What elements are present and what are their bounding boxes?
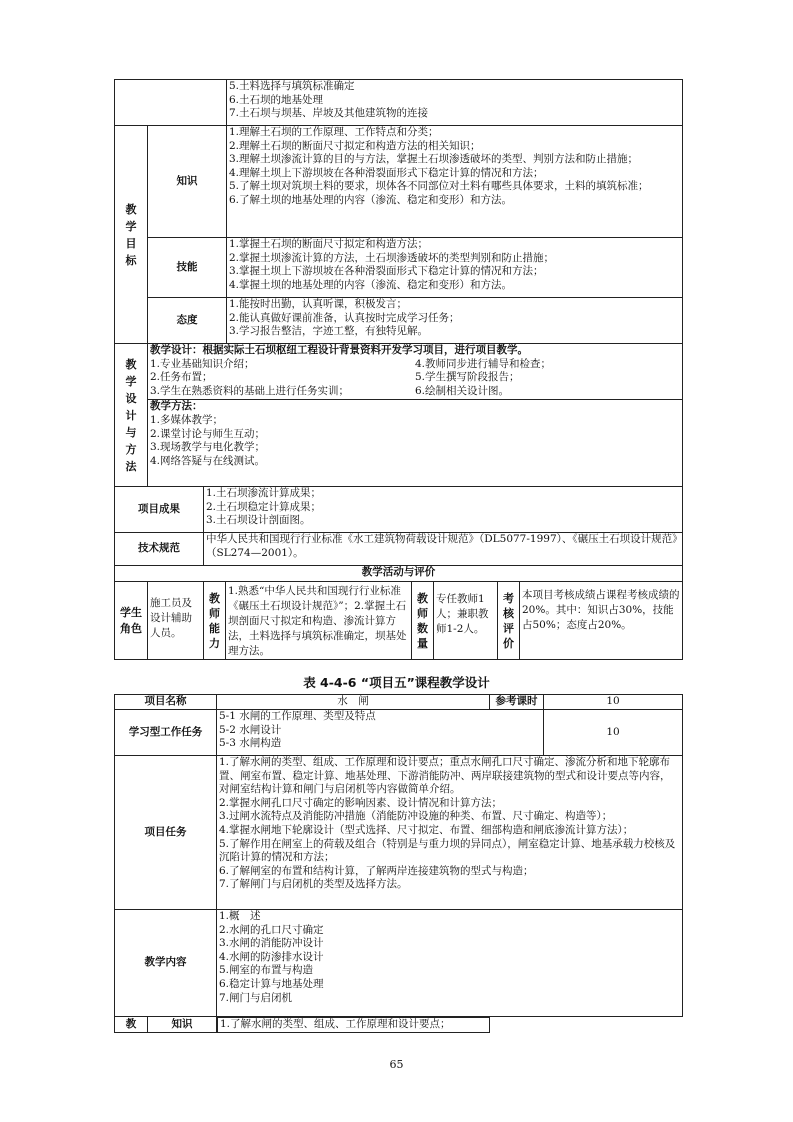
list-item: 4.网络答疑与在线测试。 (150, 454, 266, 467)
list-item: 1.概 述 (219, 910, 261, 922)
design-steps (150, 385, 680, 399)
student-role-label: 学生 角色 (115, 582, 148, 660)
list-item: 3.理解土坝渗流计算的目的与方法，掌握土石坝渗透破坏的类型、判别方法和防止措施； (229, 153, 639, 166)
results-list (204, 487, 683, 533)
list-item: 5.土料选择与填筑标准确定 (229, 80, 355, 92)
task-label: 学习型工作任务 (115, 710, 217, 756)
list-item: 7.闸门与启闭机 (219, 991, 293, 1004)
results-label: 项目成果 (115, 487, 204, 533)
list-item: 4.水闸的防渗排水设计 (219, 950, 324, 963)
list-item: 2.水闸的孔口尺寸确定 (219, 923, 324, 936)
content-list-continued (227, 80, 683, 126)
list-item: 6.稳定计算与地基处理 (219, 977, 324, 990)
design-method-content (148, 344, 683, 487)
list-item: 2.土石坝稳定计算成果； (206, 500, 322, 513)
project-four-table (114, 79, 683, 487)
list-item: 3.现场教学与电化教学； (150, 441, 266, 454)
blank-cell (115, 80, 227, 126)
teacher-count: 专任教师1人；兼职教师1-2人。 (434, 582, 498, 660)
teaching-goals-label: 教 学 目 标 (115, 126, 148, 344)
list-item: 3.掌握土坝上下游坝坡在各种滑裂面形式下稳定计算的情况和方法； (229, 265, 544, 278)
skill-list (227, 238, 683, 298)
list-item: 4.理解土坝上下游坝坡在各种滑裂面形式下稳定计算的情况和方法； (229, 166, 544, 179)
method-block (148, 399, 682, 468)
content-label: 教学内容 (115, 910, 217, 1017)
project-task-label: 项目任务 (115, 756, 217, 910)
teacher-ability-label: 教 师 能 力 (204, 582, 226, 660)
list-item: 7.土石坝与坝基、岸坡及其他建筑物的连接 (229, 107, 429, 120)
list-item: 4.掌握土坝的地基处理的内容（渗流、稳定和变形）和方法。 (229, 278, 513, 291)
list-item: 2.掌握水闸孔口尺寸确定的影响因素、设计情况和计算方法； (219, 796, 503, 809)
design-title: 教学设计：根据实际土石坝枢纽工程设计背景资料开发学习项目，进行项目教学。 (150, 344, 528, 356)
list-item: 5.闸室的布置与构造 (219, 964, 314, 977)
attitude-list (227, 298, 683, 344)
content-list (217, 910, 683, 1017)
knowledge-label: 知识 (148, 126, 227, 238)
list-item: 3.学生在熟悉资料的基础上进行任务实训； (150, 384, 350, 397)
list-item: 3.水闸的消能防冲设计 (219, 937, 324, 950)
list-item: 3.过闸水流特点及消能防冲措施（消能防冲设施的种类、布置、尺寸确定、构造等）； (219, 810, 613, 823)
list-item: 3.学习报告整洁，字迹工整，有独特见解。 (229, 325, 429, 338)
design-steps (150, 358, 680, 372)
list-item: 1.理解土石坝的工作原理、工作特点和分类； (229, 126, 439, 138)
list-item: 6.绘制相关设计图。 (415, 384, 510, 397)
skill-label: 技能 (148, 238, 227, 298)
design-steps (150, 371, 680, 385)
list-item: 5-3 水闸构造 (219, 737, 282, 750)
list-item: 5-1 水闸的工作原理、类型及特点 (219, 710, 376, 722)
list-item: 6.了解闸室的布置和结构计算，了解两岸连接建筑物的型式与构造； (219, 864, 534, 877)
task-list (217, 710, 544, 756)
ref-hours: 10 (544, 695, 683, 710)
list-item: 5.学生撰写阶段报告； (415, 371, 520, 384)
standard-label: 技术规范 (115, 533, 204, 566)
list-item: 5.了解土坝对筑坝土料的要求，坝体各不同部位对土料有哪些具体要求，土料的填筑标准； (229, 180, 649, 193)
teaching-label-partial: 教 (115, 1017, 148, 1033)
list-item: 6.了解土坝的地基处理的内容（渗流、稳定和变形）和方法。 (229, 193, 513, 206)
student-role: 施工员及设计辅助人员。 (148, 582, 204, 660)
list-item: 4.掌握水闸地下轮廓设计（型式选择、尺寸拟定、布置、细部构造和闸底渗流计算方法）； (219, 823, 634, 836)
project-name: 水 闸 (217, 695, 490, 710)
list-item: 4.教师同步进行辅导和检查； (415, 357, 552, 370)
list-item: 3.土石坝设计剖面图。 (206, 514, 311, 527)
ref-hours-label: 参考课时 (490, 695, 544, 710)
list-item: 2.课堂讨论与师生互动； (150, 427, 266, 440)
design-method-label: 教 学 设 计 与 方 法 (115, 344, 148, 487)
project-five-table (114, 694, 683, 1033)
list-item: 5-2 水闸设计 (219, 723, 282, 736)
list-item: 1.专业基础知识介绍； (150, 357, 255, 370)
standard-text: 中华人民共和国现行行业标准《水工建筑物荷载设计规范》（DL5077-1997）、《碾压土石坝设计规范》（SL274—2001）。 (204, 533, 683, 566)
list-item: 7.了解闸门与启闭机的类型及选择方法。 (219, 878, 408, 891)
list-item: 2.掌握土坝渗流计算的方法，土石坝渗透破坏的类型判别和防止措施； (229, 251, 555, 264)
list-item: 1.掌握土石坝的断面尺寸拟定和构造方法； (229, 238, 429, 250)
list-item: 2.理解土石坝的断面尺寸拟定和构造方法的相关知识； (229, 139, 481, 152)
teacher-ability: 1.熟悉“中华人民共和国现行行业标准《碾压土石坝设计规范》”；2.掌握土石坝剖面尺寸拟定和构造、渗流计算方法，土料选择与填筑标准确定，坝基处理方法。 (226, 582, 412, 660)
activity-header: 教学活动与评价 (115, 566, 683, 582)
task-hours: 10 (544, 710, 683, 756)
knowledge-item: 1.了解水闸的类型、组成、工作原理和设计要点； (217, 1017, 490, 1033)
project-four-table-lower (114, 486, 683, 582)
list-item: 1.土石坝渗流计算成果； (206, 487, 322, 499)
knowledge-label: 知识 (148, 1017, 217, 1033)
project-name-label: 项目名称 (115, 695, 217, 710)
attitude-label: 态度 (148, 298, 227, 344)
activity-table (114, 581, 683, 660)
project-task-list (217, 756, 683, 910)
list-item: 2.任务布置； (150, 371, 213, 384)
teacher-count-label: 教 师 数 量 (412, 582, 434, 660)
method-title: 教学方法： (150, 400, 203, 413)
assessment-label: 考 核 评 价 (498, 582, 520, 660)
assessment: 本项目考核成绩占课程考核成绩的20%。其中：知识占30%，技能占50%；态度占20%。 (520, 582, 683, 660)
table-title: 表 4-4-6 “项目五”课程教学设计 (303, 675, 490, 690)
list-item: 6.土石坝的地基处理 (229, 93, 324, 106)
knowledge-list (227, 126, 683, 238)
list-item: 1.多媒体教学； (150, 413, 224, 426)
list-item: 5.了解作用在闸室上的荷载及组合（特别是与重力坝的异同点），闸室稳定计算、地基承载力校核及沉陷计算的情况和方法； (219, 837, 676, 864)
list-item: 1.了解水闸的类型、组成、工作原理和设计要点；重点水闸孔口尺寸确定、渗流分析和地下轮廓布置、闸室布置、稳定计算、地基处理、下游消能防冲、两岸联接建筑物的型式和设计要点等内容，对闸室结构计算和闸门与启闭机等内容做简单介绍。 (219, 756, 671, 796)
list-item: 2.能认真做好课前准备，认真按时完成学习任务； (229, 311, 460, 324)
page-number: 65 (389, 1058, 404, 1071)
list-item: 1.能按时出勤，认真听课，积极发言； (229, 298, 408, 310)
